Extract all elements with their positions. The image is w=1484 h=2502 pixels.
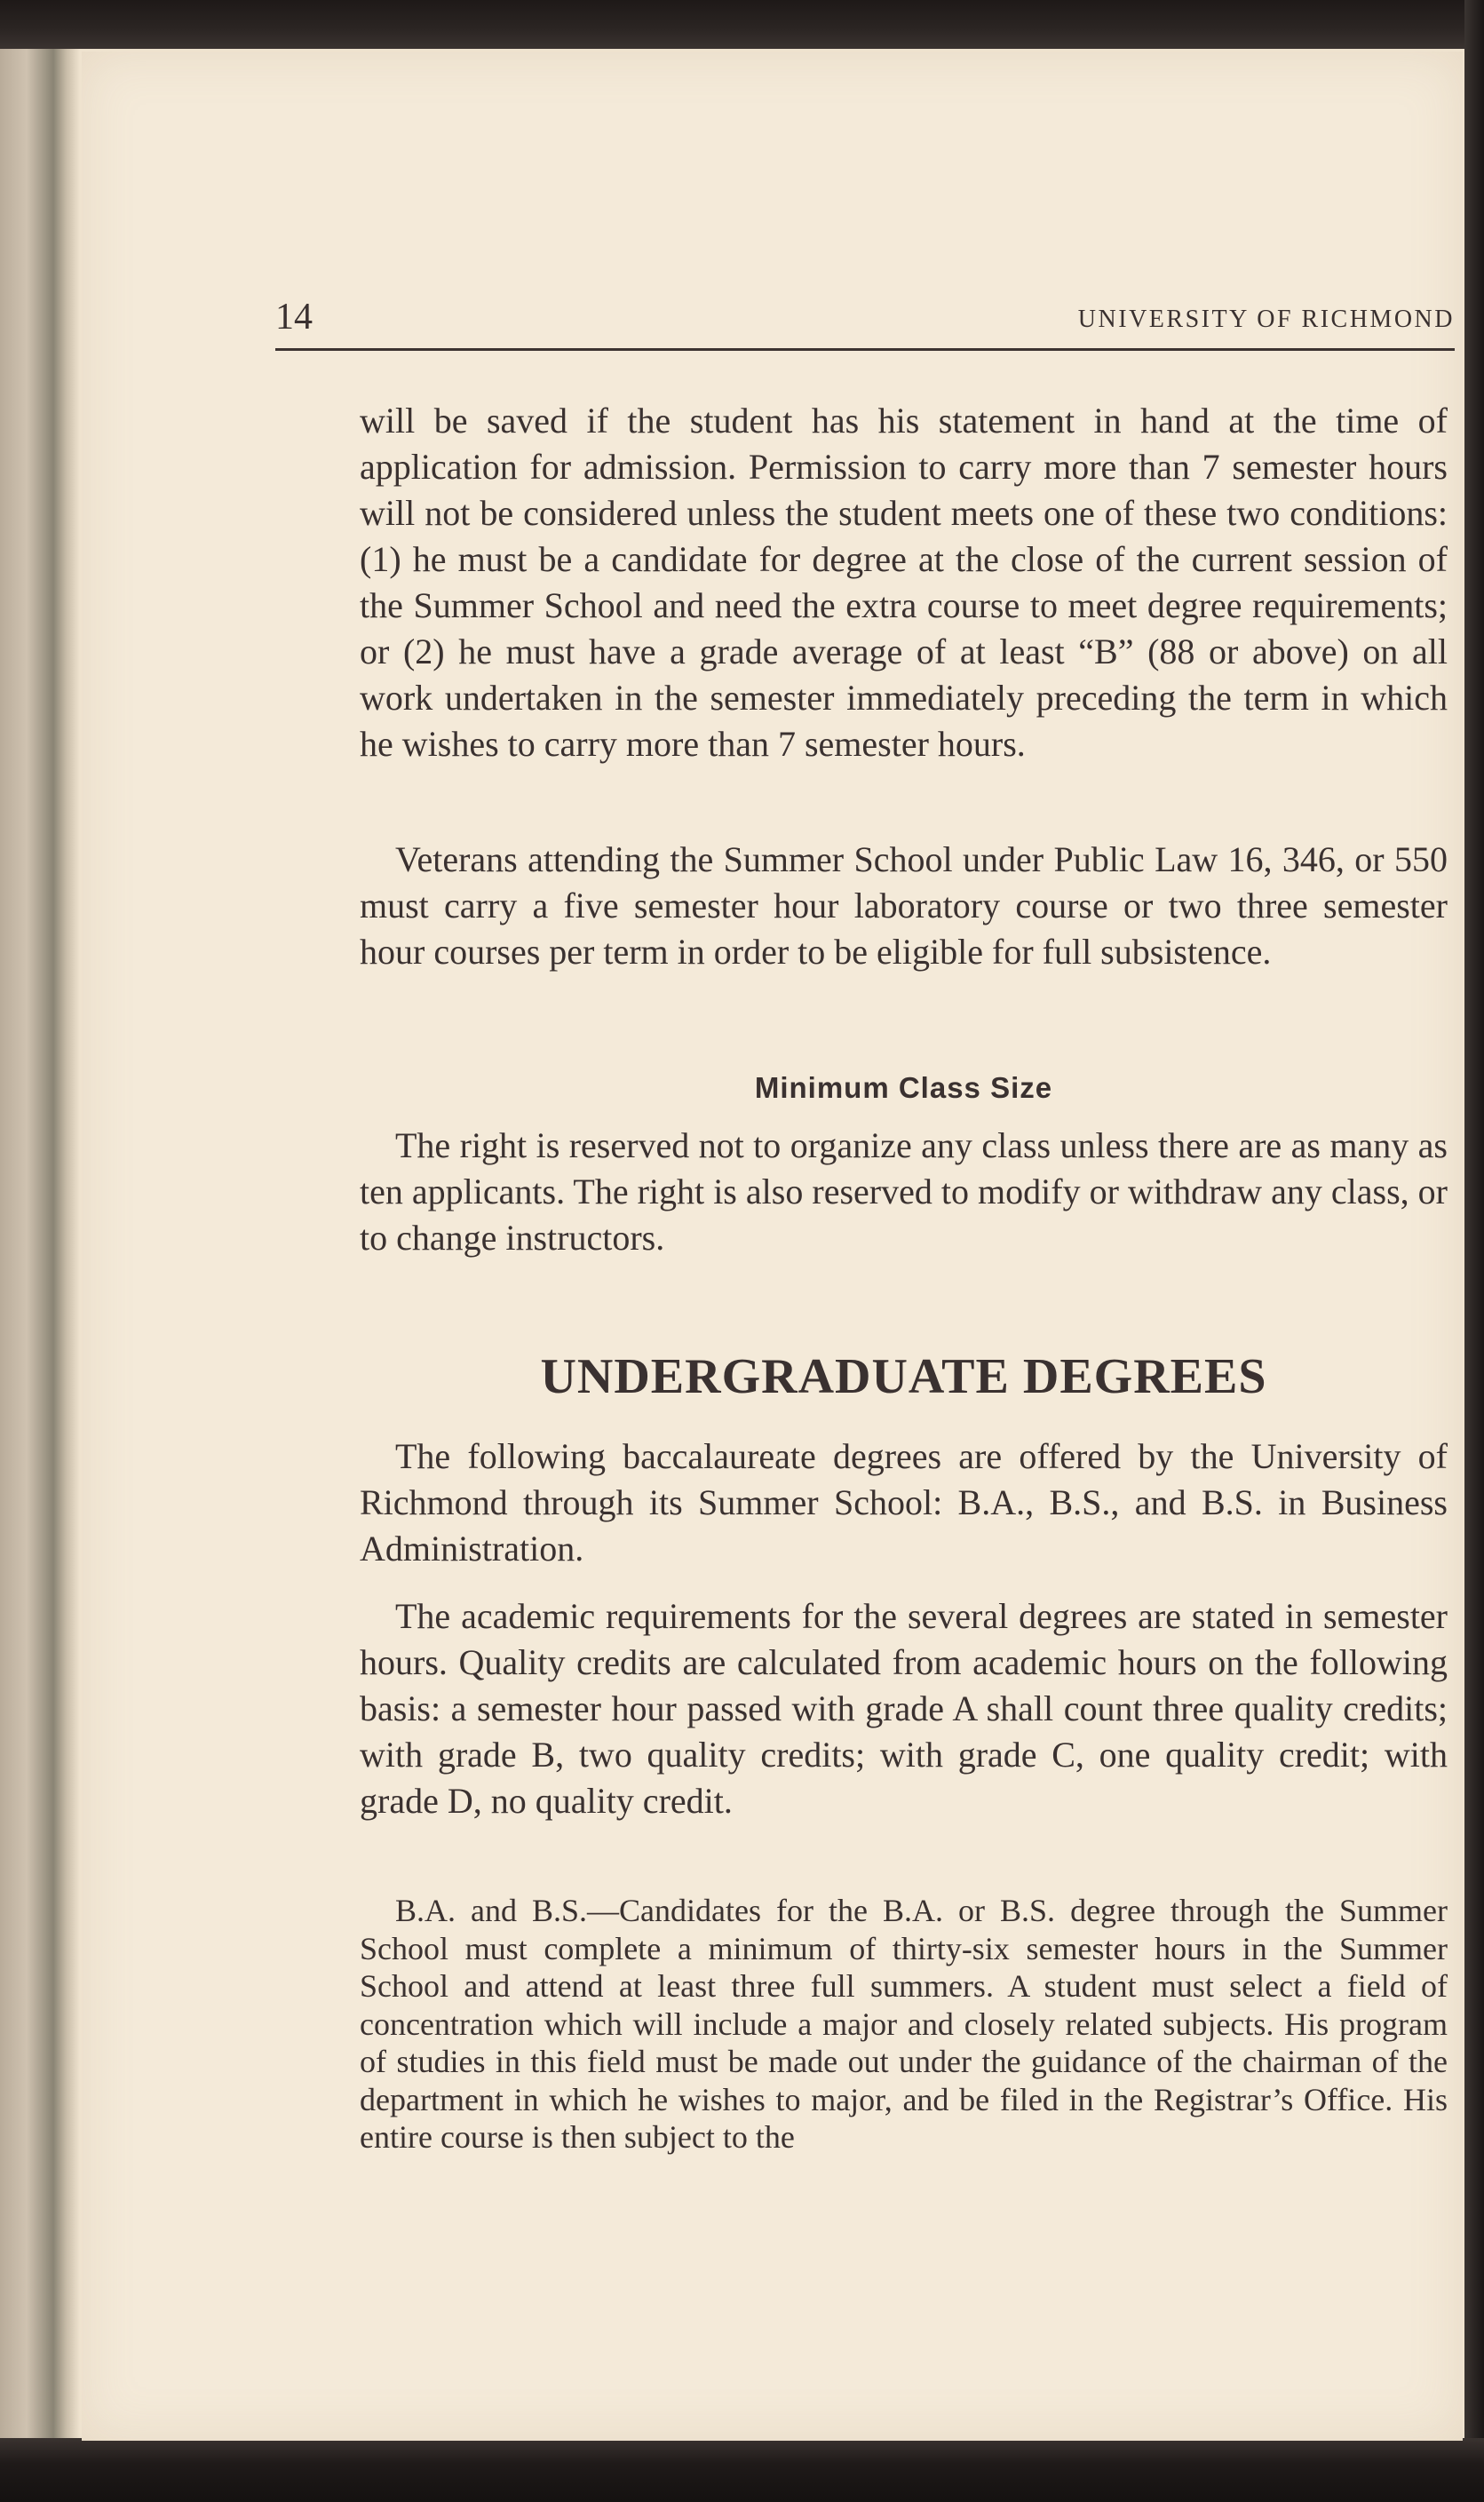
header-rule [275,348,1455,351]
page-number: 14 [275,297,313,338]
paragraph-degrees-offered [360,1434,1448,1572]
scan-bottom-edge [0,2438,1484,2502]
paragraph-text: The academic requirements for the several degrees are stated in semester hours. Quality credits are calculated from academic hours on the following basis: a semester hour passed with grade A shall count three quality credits; with grade B, two quality credits; with grade C, one quality credit; with grade D, no quality credit. [360,1596,1448,1821]
scan-top-edge [0,0,1484,49]
running-head: UNIVERSITY OF RICHMOND [1077,306,1455,333]
paragraph-text: Veterans attending the Summer School under Public Law 16, 346, or 550 must carry a five semester hour laboratory course or two three semester hour courses per term in order to be eligible for full subsistence. [360,839,1448,972]
paragraph-class-size [360,1123,1448,1261]
section-heading-minimum-class-size: Minimum Class Size [754,1071,1053,1104]
paragraph-text: will be saved if the student has his statement in hand at the time of application for admission. Permission to carry more than 7 semester hours will not be considered unless the student meets one of these two conditions: (1) he must be a candidate for degree at the close of the current session of the Summer School and need the extra course to meet degree requirements; or (2) he must have a grade average of at least “B” (88 or above) on all work undertaken in the semester immediately preceding the term in which he wishes to carry more than 7 semester hours. [360,401,1448,764]
section-heading-undergraduate-degrees: UNDERGRADUATE DEGREES [540,1349,1267,1404]
paragraph-text: B.A. and B.S.—Candidates for the B.A. or B.S. degree through the Summer School must complete a minimum of thirty-six semester hours in the Summer School and attend at least three full summers. A student must select a field of concentration which will include a major and closely related subjects. His program of studies in this field must be made out under the guidance of the chairman of the department in which he wishes to major, and be filed in the Registrar’s Office. His entire course is then subject to the [360,1893,1448,2155]
paragraph-ba-bs [360,1892,1448,2156]
paragraph-text: The following baccalaureate degrees are offered by the University of Richmond through its Summer School: B.A., B.S., and B.S. in Business Administration. [360,1436,1448,1569]
page-header [275,240,1455,338]
paragraph-continuation [360,398,1448,767]
paragraph-veterans [360,837,1448,975]
paragraph-academic-requirements [360,1593,1448,1824]
paragraph-text: The right is reserved not to organize any class unless there are as many as ten applicants. The right is also reserved to modify or withdraw any class, or to change instructors. [360,1125,1448,1258]
scan-right-edge [1464,0,1484,2502]
